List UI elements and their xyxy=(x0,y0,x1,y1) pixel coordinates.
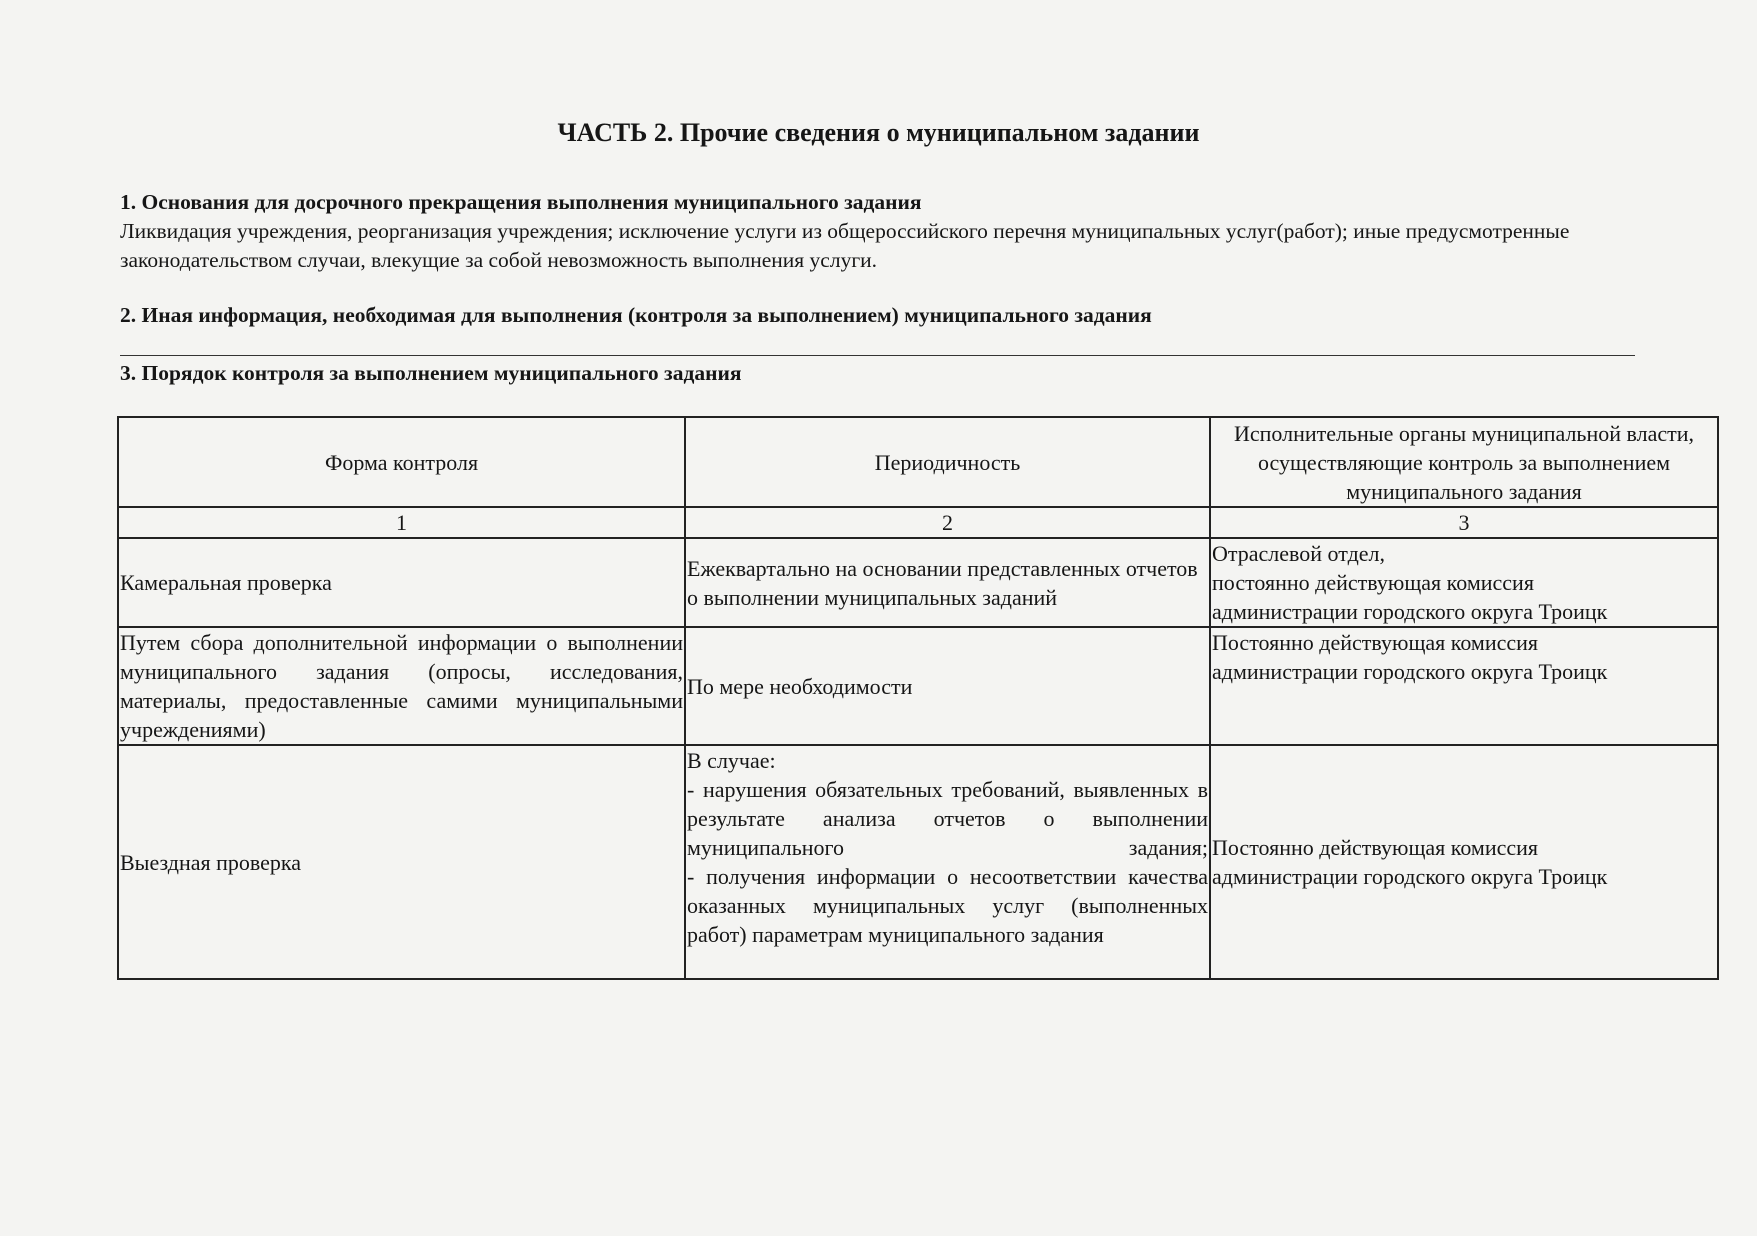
cell-form: Камеральная проверка xyxy=(118,538,685,627)
column-number: 3 xyxy=(1210,507,1718,538)
organ-line: администрации городского округа Троицк xyxy=(1212,599,1608,624)
cell-form: Выездная проверка xyxy=(118,745,685,979)
section-1-heading: 1. Основания для досрочного прекращения выполнения муниципального задания xyxy=(120,190,922,214)
header-organ: Исполнительные органы муниципальной власти, осуществляющие контроль за выполнением муниципального задания xyxy=(1210,417,1718,507)
section-3-heading: 3. Порядок контроля за выполнением муниципального задания xyxy=(120,361,742,385)
section-2-heading: 2. Иная информация, необходимая для выполнения (контроля за выполнением) муниципального задания xyxy=(120,303,1152,327)
cell-organ xyxy=(1210,745,1718,979)
column-number: 1 xyxy=(118,507,685,538)
period-line: - получения информации о несоответствии качества оказанных муниципальных услуг (выполненных работ) параметрам муниципального задания xyxy=(687,864,1208,947)
page-title: ЧАСТЬ 2. Прочие сведения о муниципальном задании xyxy=(557,118,1200,147)
organ-line: постоянно действующая комиссия xyxy=(1212,570,1534,595)
section-1-text: Ликвидация учреждения, реорганизация учреждения; исключение услуги из общероссийского перечня муниципальных услуг(работ); иные предусмотренные законодательством случаи, влекущие за собой невозможность выполнения услуги. xyxy=(120,219,1570,272)
organ-line: администрации городского округа Троицк xyxy=(1212,659,1608,684)
header-period: Периодичность xyxy=(685,417,1210,507)
table-row xyxy=(118,538,1718,627)
cell-organ xyxy=(1210,538,1718,627)
section-2 xyxy=(120,301,1640,330)
header-form: Форма контроля xyxy=(118,417,685,507)
organ-line: Постоянно действующая комиссия xyxy=(1212,835,1539,860)
column-number: 2 xyxy=(685,507,1210,538)
organ-line: Отраслевой отдел, xyxy=(1212,541,1386,566)
cell-period: Ежеквартально на основании представленных отчетов о выполнении муниципальных заданий xyxy=(685,538,1210,627)
section-3 xyxy=(120,359,1640,388)
organ-line: администрации городского округа Троицк xyxy=(1212,864,1608,889)
section-1 xyxy=(120,188,1640,275)
table-number-row xyxy=(118,507,1718,538)
divider-line xyxy=(120,355,1635,356)
cell-organ xyxy=(1210,627,1718,745)
control-table xyxy=(117,416,1719,980)
organ-line: Постоянно действующая комиссия xyxy=(1212,630,1539,655)
table-row xyxy=(118,745,1718,979)
period-line: В случае: xyxy=(687,748,776,773)
cell-form: Путем сбора дополнительной информации о выполнении муниципального задания (опросы, исследования, материалы, предоставленные самими муниципальными учреждениями) xyxy=(118,627,685,745)
table-header-row xyxy=(118,417,1718,507)
table-row xyxy=(118,627,1718,745)
cell-period: По мере необходимости xyxy=(685,627,1210,745)
period-line: - нарушения обязательных требований, выявленных в результате анализа отчетов о выполнении муниципального задания; xyxy=(687,777,1208,860)
cell-period xyxy=(685,745,1210,979)
